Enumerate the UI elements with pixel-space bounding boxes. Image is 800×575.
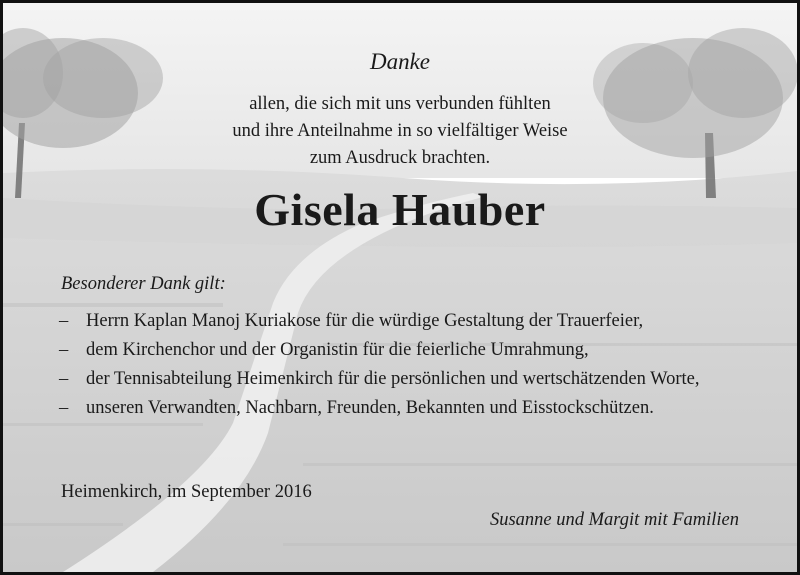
list-item (59, 368, 749, 391)
dash-bullet: – (59, 369, 69, 389)
intro-text (3, 91, 797, 172)
list-item-text: unseren Verwandten, Nachbarn, Freunden, Bekannten und Eisstockschützen. (86, 398, 654, 418)
list-item-text: der Tennisabteilung Heimenkirch für die persönlichen und wertschätzenden Worte, (86, 369, 700, 389)
dash-bullet: – (59, 398, 69, 418)
deceased-name: Gisela Hauber (254, 184, 546, 235)
thanks-list (59, 310, 749, 426)
list-item (59, 310, 749, 333)
intro-line: allen, die sich mit uns verbunden fühlten (249, 94, 551, 114)
dash-bullet: – (59, 311, 69, 331)
intro-line: und ihre Anteilnahme in so vielfältiger Weise (232, 121, 568, 141)
list-item-text: Herrn Kaplan Manoj Kuriakose für die würdige Gestaltung der Trauerfeier, (86, 311, 644, 331)
place-date: Heimenkirch, im September 2016 (61, 482, 312, 502)
dash-bullet: – (59, 340, 69, 360)
list-item-text: dem Kirchenchor und der Organistin für die feierliche Umrahmung, (86, 340, 589, 360)
signature: Susanne und Margit mit Familien (489, 510, 739, 530)
heading-danke: Danke (369, 49, 431, 74)
notice-text (3, 3, 797, 572)
list-item (59, 339, 749, 362)
list-item (59, 397, 749, 420)
special-thanks-heading: Besonderer Dank gilt: (61, 274, 226, 294)
intro-line: zum Ausdruck brachten. (309, 148, 491, 168)
